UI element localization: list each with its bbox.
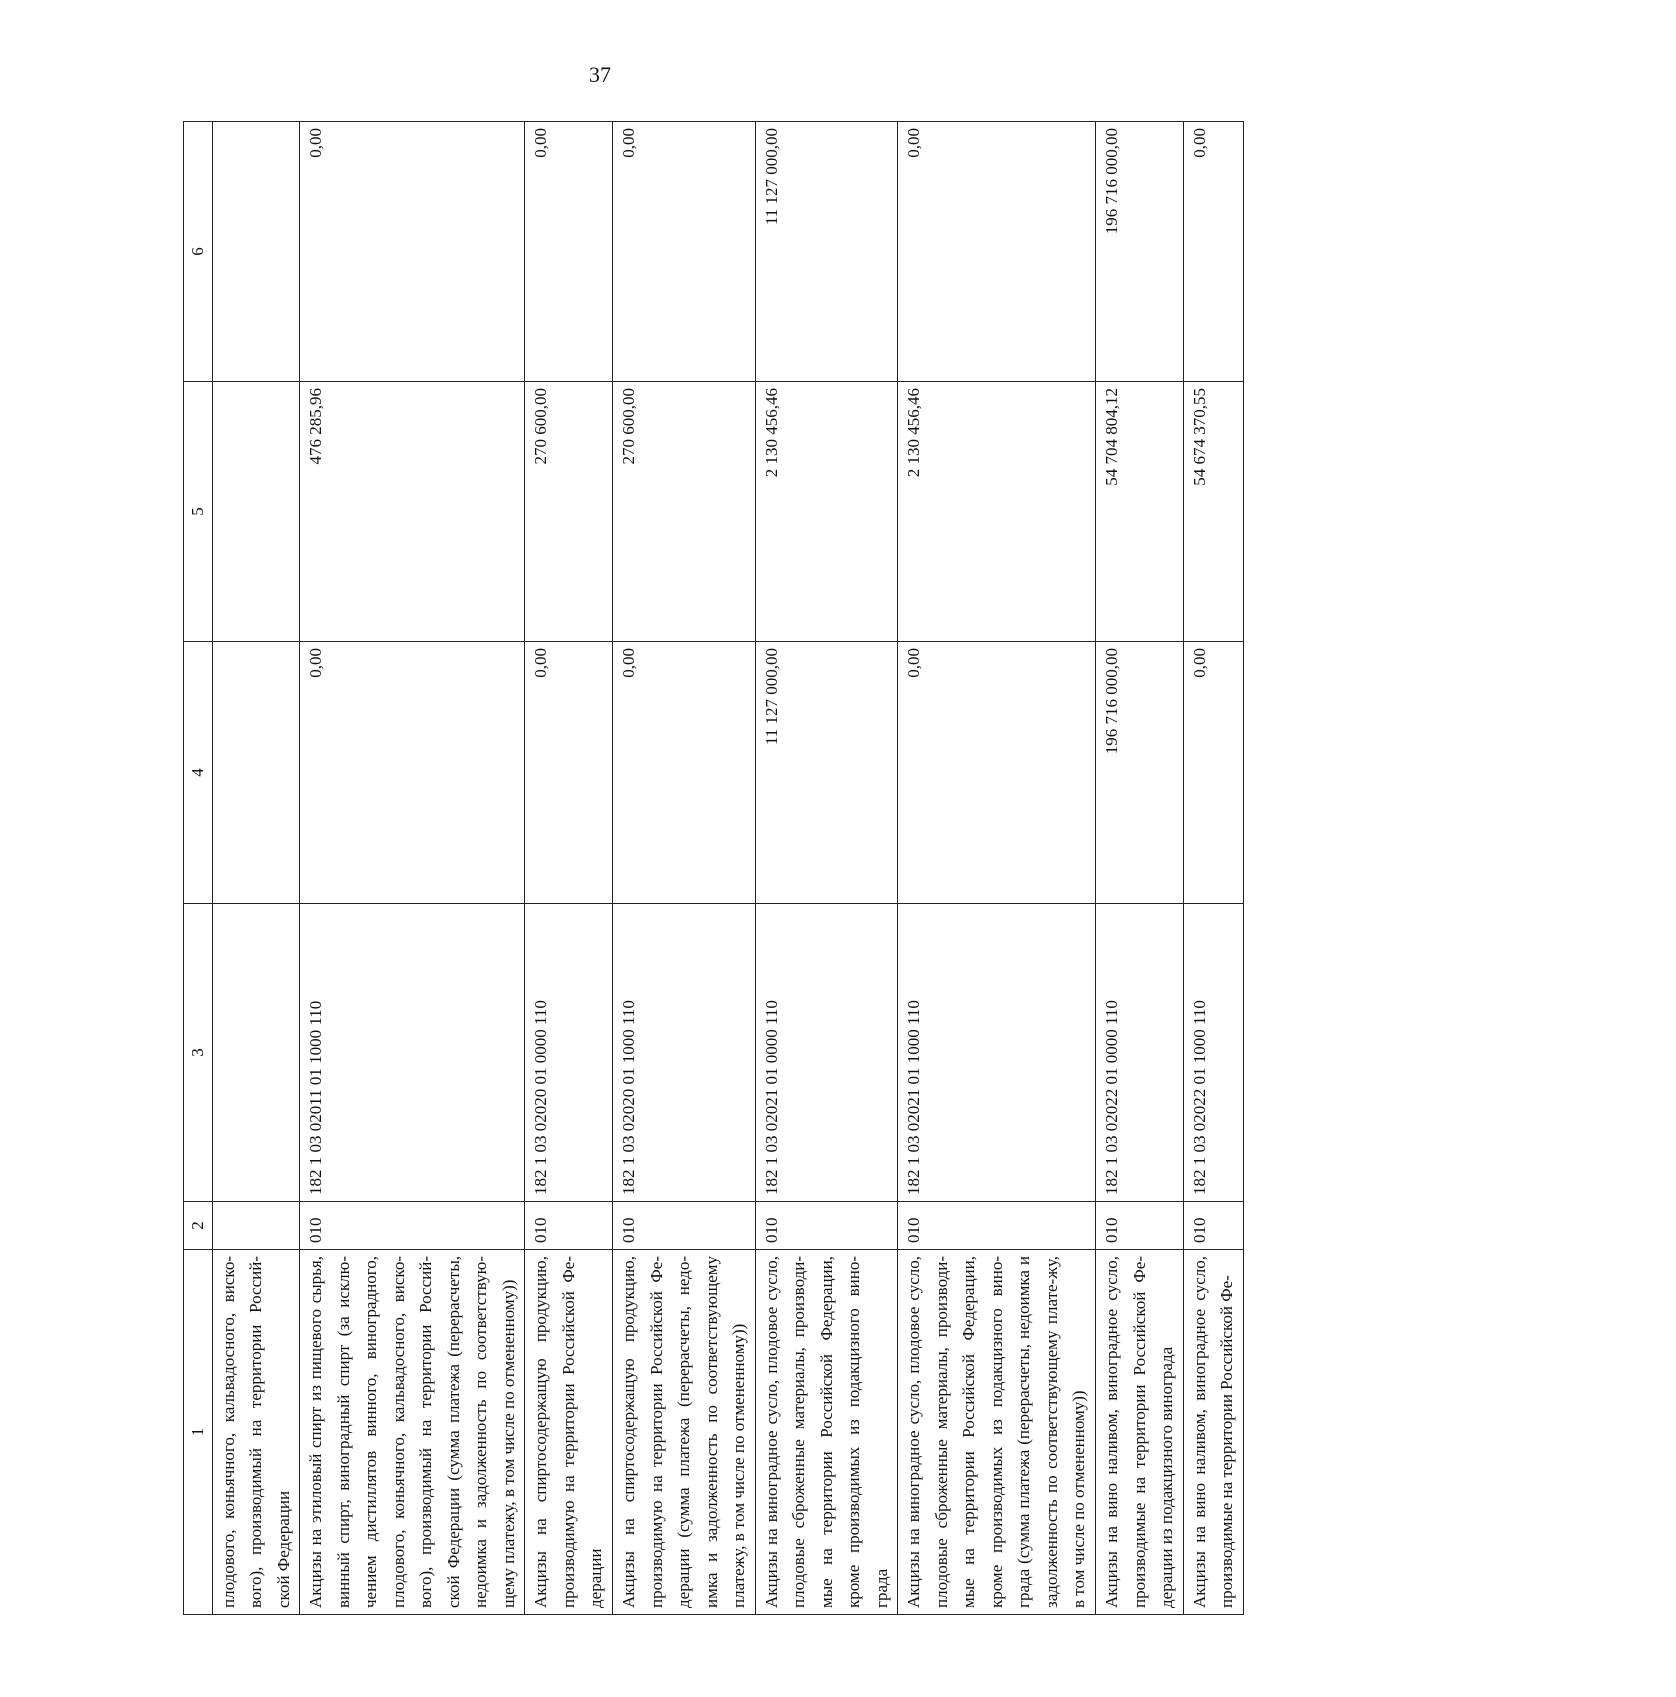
row-name: Акцизы на спиртосодержащую продукцию, производимую на территории Российской Фе-дерации xyxy=(525,1250,613,1615)
row-code: 010 xyxy=(755,1202,898,1250)
row-col6: 0,00 xyxy=(300,122,525,382)
row-col4: 0,00 xyxy=(898,642,1096,904)
row-col5: 54 674 370,55 xyxy=(1183,382,1243,642)
rotated-table xyxy=(183,122,1237,1615)
row-code: 010 xyxy=(300,1202,525,1250)
row-col5: 54 704 804,12 xyxy=(1096,382,1184,642)
row-name: Акцизы на спиртосодержащую продукцию, производимую на территории Российской Фе-дерации (сумма платежа (перерасчеты, недо-имка и задолженность по соответствующему платежу, в том числе по отмененному)) xyxy=(612,1250,755,1615)
header-row xyxy=(184,122,213,1615)
row-code: 010 xyxy=(612,1202,755,1250)
row-col5: 2 130 456,46 xyxy=(755,382,898,642)
table-row xyxy=(898,122,1096,1615)
row-col6: 11 127 000,00 xyxy=(755,122,898,382)
table-row xyxy=(1183,122,1243,1615)
row-col6: 0,00 xyxy=(898,122,1096,382)
row-code: 010 xyxy=(1183,1202,1243,1250)
row-col4: 0,00 xyxy=(525,642,613,904)
page-number: 37 xyxy=(589,62,611,87)
row-col5 xyxy=(212,382,300,642)
row-kbk: 182 1 03 02020 01 0000 110 xyxy=(525,904,613,1202)
col-header-2: 2 xyxy=(184,1202,213,1250)
table-row xyxy=(1096,122,1184,1615)
row-code: 010 xyxy=(1096,1202,1184,1250)
table-row xyxy=(300,122,525,1615)
row-name: Акцизы на этиловый спирт из пищевого сырья, винный спирт, виноградный спирт (за исклю-чением дистиллятов винного, виноградного, плодового, коньячного, кальвадосного, виско-вого), производимый на территории Россий-ской Федерации (сумма платежа (перерасчеты, недоимка и задолженность по соответствую-щему платежу, в том числе по отмененному)) xyxy=(300,1250,525,1615)
row-kbk: 182 1 03 02022 01 1000 110 xyxy=(1183,904,1243,1202)
row-kbk: 182 1 03 02011 01 1000 110 xyxy=(300,904,525,1202)
row-name: плодового, коньячного, кальвадосного, виско-вого), производимый на территории Россий-ской Федерации xyxy=(212,1250,300,1615)
row-code: 010 xyxy=(525,1202,613,1250)
row-col6: 0,00 xyxy=(525,122,613,382)
excise-table xyxy=(183,121,1244,1615)
row-col5: 2 130 456,46 xyxy=(898,382,1096,642)
row-kbk: 182 1 03 02020 01 1000 110 xyxy=(612,904,755,1202)
row-col4: 196 716 000,00 xyxy=(1096,642,1184,904)
row-name: Акцизы на вино наливом, виноградное сусло, производимые на территории Российской Фе- xyxy=(1183,1250,1243,1615)
table-row xyxy=(525,122,613,1615)
row-col6 xyxy=(212,122,300,382)
table-row xyxy=(755,122,898,1615)
row-kbk: 182 1 03 02022 01 0000 110 xyxy=(1096,904,1184,1202)
col-header-3: 3 xyxy=(184,904,213,1202)
row-col6: 196 716 000,00 xyxy=(1096,122,1184,382)
col-header-1: 1 xyxy=(184,1250,213,1615)
row-col6: 0,00 xyxy=(1183,122,1243,382)
table-row xyxy=(612,122,755,1615)
row-kbk xyxy=(212,904,300,1202)
row-col4 xyxy=(212,642,300,904)
row-col5: 270 600,00 xyxy=(525,382,613,642)
col-header-6: 6 xyxy=(184,122,213,382)
row-kbk: 182 1 03 02021 01 0000 110 xyxy=(755,904,898,1202)
row-name: Акцизы на виноградное сусло, плодовое сусло, плодовые сброженные материалы, производи-мые на территории Российской Федерации, кроме производимых из подакцизного вино-града xyxy=(755,1250,898,1615)
col-header-5: 5 xyxy=(184,382,213,642)
row-col4: 0,00 xyxy=(612,642,755,904)
table-container xyxy=(183,122,1676,1608)
row-col4: 11 127 000,00 xyxy=(755,642,898,904)
row-col6: 0,00 xyxy=(612,122,755,382)
col-header-4: 4 xyxy=(184,642,213,904)
row-kbk: 182 1 03 02021 01 1000 110 xyxy=(898,904,1096,1202)
table-row xyxy=(212,122,300,1615)
row-col4: 0,00 xyxy=(300,642,525,904)
row-name: Акцизы на вино наливом, виноградное сусло, производимые на территории Российской Фе-дерации из подакцизного винограда xyxy=(1096,1250,1184,1615)
row-col5: 476 285,96 xyxy=(300,382,525,642)
row-code xyxy=(212,1202,300,1250)
row-col4: 0,00 xyxy=(1183,642,1243,904)
row-name: Акцизы на виноградное сусло, плодовое сусло, плодовые сброженные материалы, производи-мые на территории Российской Федерации, кроме производимых из подакцизного вино-града (сумма платежа (перерасчеты, недоимка и задолженность по соответствующему плате-жу, в том числе по отмененному)) xyxy=(898,1250,1096,1615)
row-code: 010 xyxy=(898,1202,1096,1250)
row-col5: 270 600,00 xyxy=(612,382,755,642)
